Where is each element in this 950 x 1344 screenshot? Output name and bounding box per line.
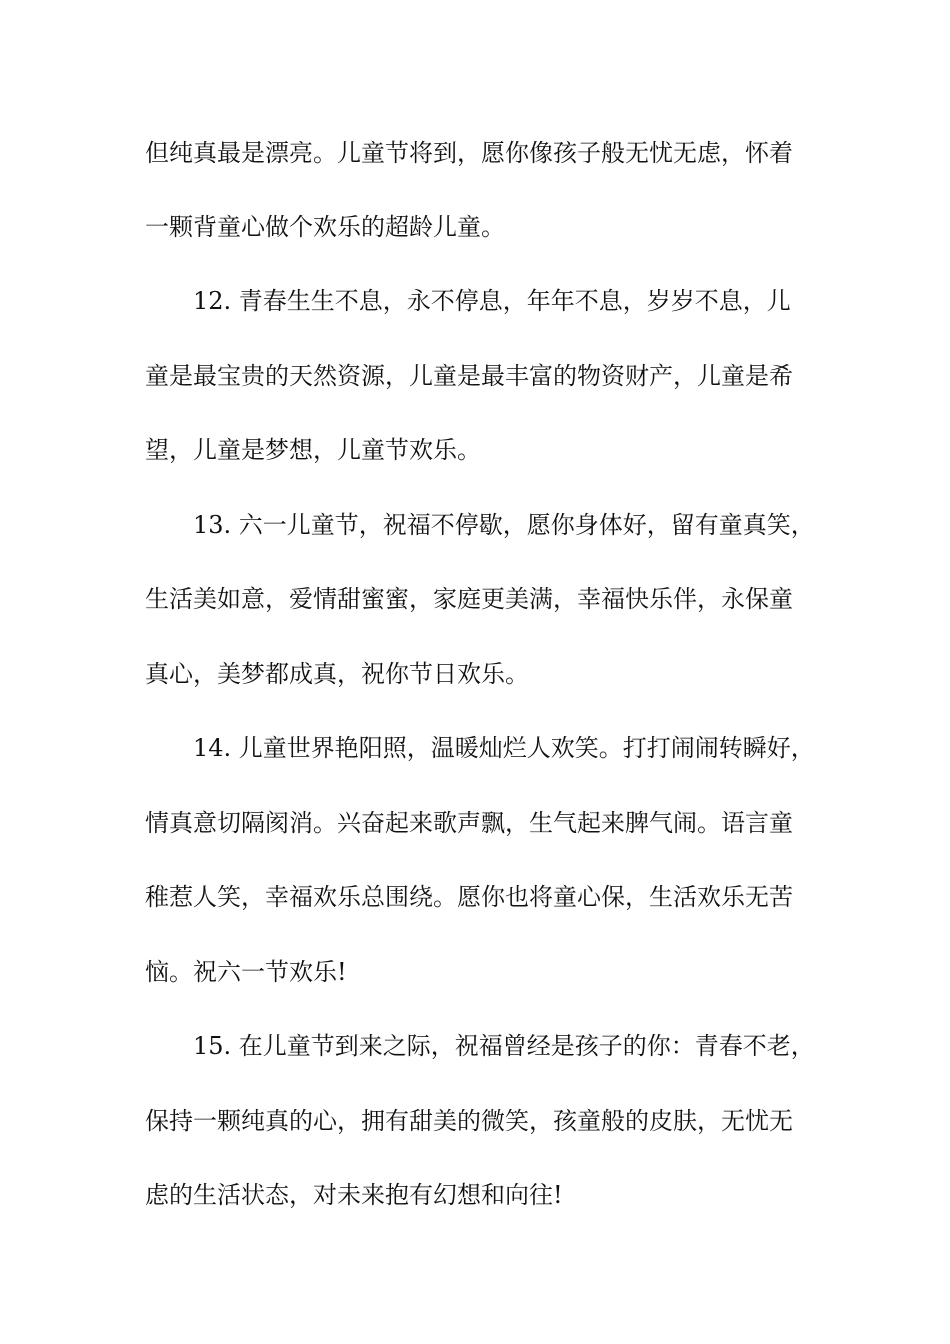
text-line: 虑的生活状态，对未来抱有幻想和向往! (145, 1181, 563, 1209)
text-line: 保持一颗纯真的心，拥有甜美的微笑，孩童般的皮肤，无忧无 (145, 1107, 793, 1135)
text-line: 情真意切隔阂消。兴奋起来歌声飘，生气起来脾气闹。语言童 (145, 809, 793, 837)
text-line: 恼。祝六一节欢乐! (145, 958, 347, 986)
paragraph-15-start: 15. 在儿童节到来之际，祝福曾经是孩子的你：青春不老， (193, 1032, 815, 1060)
text-line: 真心，美梦都成真，祝你节日欢乐。 (145, 660, 529, 688)
text-line: 生活美如意，爱情甜蜜蜜，家庭更美满，幸福快乐伴，永保童 (145, 585, 793, 613)
paragraph-12-start: 12. 青春生生不息，永不停息，年年不息，岁岁不息，儿 (193, 287, 791, 315)
text-line: 稚惹人笑，幸福欢乐总围绕。愿你也将童心保，生活欢乐无苦 (145, 883, 793, 911)
text-line: 一颗背童心做个欢乐的超龄儿童。 (145, 213, 505, 241)
text-line: 童是最宝贵的天然资源，儿童是最丰富的物资财产，儿童是希 (145, 362, 793, 390)
text-line: 但纯真最是漂亮。儿童节将到，愿你像孩子般无忧无虑，怀着 (145, 139, 793, 167)
paragraph-14-start: 14. 儿童世界艳阳照，温暖灿烂人欢笑。打打闹闹转瞬好， (193, 734, 815, 762)
text-line: 望，儿童是梦想，儿童节欢乐。 (145, 436, 481, 464)
paragraph-13-start: 13. 六一儿童节，祝福不停歇，愿你身体好，留有童真笑， (193, 511, 815, 539)
